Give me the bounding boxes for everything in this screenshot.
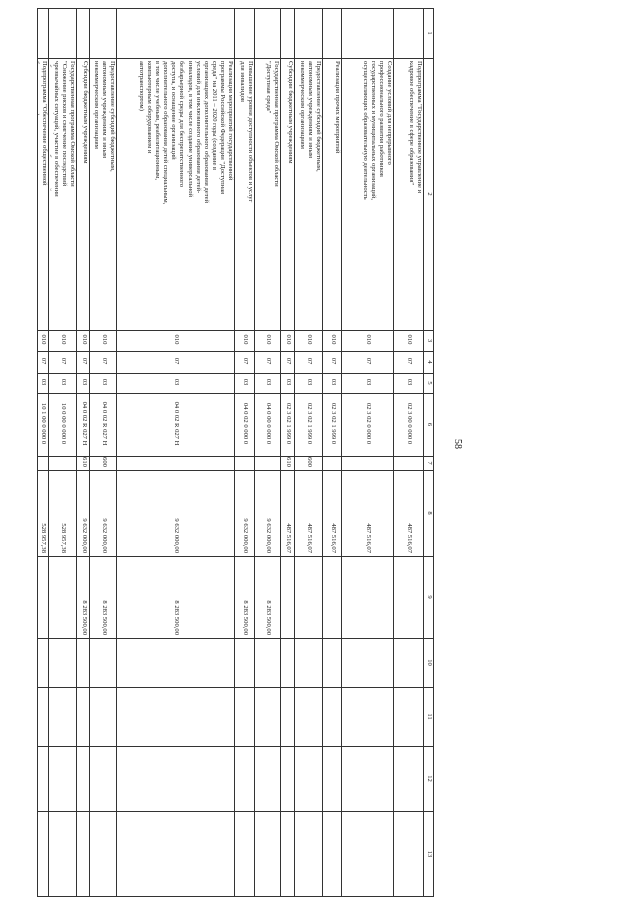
table-col-line <box>37 746 434 747</box>
amount-col8-cell-text: 9 632 000,00 <box>100 518 108 553</box>
budget-code-cell-text: 010 <box>173 334 181 345</box>
subsection-code-cell-text: 03 <box>100 378 108 386</box>
amount-col9-cell <box>394 557 424 635</box>
amount-col9-cell <box>117 557 235 635</box>
row-description-line: Подпрограмма "Государственное управление и <box>416 61 423 194</box>
budget-code-cell <box>324 331 342 348</box>
row-description <box>282 61 294 328</box>
column-number-header: 12 <box>426 775 433 782</box>
expense-type-cell <box>394 457 424 467</box>
amount-col8-cell <box>255 471 281 553</box>
section-code-cell <box>77 352 90 370</box>
amount-col8-cell-text: 487 516,07 <box>285 523 293 553</box>
row-description-line: кадровое обеспечение в сфере образования" <box>407 61 415 186</box>
amount-col9-cell <box>90 557 117 635</box>
column-number-header: 11 <box>426 713 433 720</box>
section-code-cell-text: 07 <box>60 357 68 365</box>
expense-type-cell-text: 610 <box>80 457 88 467</box>
row-description-line: Реализация мероприятий государственной <box>227 61 235 181</box>
row-description-line: Подпрограмма "Обеспечение общественной <box>41 61 49 186</box>
row-description-line: доступа, и оснащение организаций <box>170 61 178 160</box>
section-code-cell <box>117 352 235 370</box>
amount-col9-cell-text: 8 283 500,00 <box>242 600 250 635</box>
row-description-line: "Доступная среда" <box>265 61 273 114</box>
section-code-cell <box>90 352 117 370</box>
table-col-line <box>37 811 434 812</box>
row-description-line <box>38 61 40 328</box>
target-article-cell-text: 02 3 02 0 000 0 <box>364 402 372 445</box>
row-description-line: профессионального развития работников <box>377 61 385 177</box>
expense-type-cell-text: 610 <box>285 457 293 467</box>
amount-col9-cell <box>49 557 77 635</box>
section-code-cell <box>37 352 49 370</box>
target-article-cell-text: 04 0 02 R 027 Н <box>173 401 181 446</box>
row-description <box>50 61 76 328</box>
expense-type-cell <box>324 457 342 467</box>
row-description-line: некоммерческим организациям <box>299 61 307 149</box>
expense-type-cell <box>295 457 323 467</box>
subsection-code-cell <box>77 374 90 390</box>
expense-type-cell <box>77 457 90 467</box>
table-col-line <box>37 687 434 688</box>
budget-code-cell-text: 010 <box>364 334 372 345</box>
target-article-cell <box>235 394 255 453</box>
budget-code-cell-text: 010 <box>285 334 293 345</box>
budget-code-cell-text: 010 <box>60 334 68 345</box>
row-description-line: Создание условий для непрерывного <box>385 61 393 165</box>
section-code-cell <box>49 352 77 370</box>
column-number-header: 6 <box>426 422 433 427</box>
expense-type-cell <box>342 457 394 467</box>
amount-col8-cell-text: 9 632 000,00 <box>173 518 181 553</box>
row-description <box>296 61 322 328</box>
amount-col9-cell-text: 8 283 500,00 <box>100 600 108 635</box>
target-article-cell <box>117 394 235 453</box>
row-description-line: Государственная программа Омской области <box>273 61 281 187</box>
budget-code-cell <box>281 331 295 348</box>
amount-col9-cell <box>77 557 90 635</box>
amount-col9-cell-text: 8 283 500,00 <box>173 600 181 635</box>
amount-col9-cell-text: 8 283 500,00 <box>265 600 273 635</box>
row-description-line: автономным учреждениям и иным <box>101 61 109 159</box>
row-description-line: автономным учреждениям и иным <box>307 61 315 159</box>
column-number-header: 10 <box>426 659 433 666</box>
row-description-line: для инвалидов <box>239 61 247 102</box>
target-article-cell-text: 02 3 02 1 999 0 <box>306 402 314 445</box>
row-description <box>118 61 234 328</box>
section-code-cell-text: 07 <box>285 357 293 365</box>
section-code-cell <box>342 352 394 370</box>
amount-col8-cell <box>342 471 394 553</box>
amount-col8-cell-text: 487 516,07 <box>329 523 337 553</box>
target-article-cell-text: 04 0 02 0 000 0 <box>242 402 250 445</box>
section-code-cell-text: 07 <box>242 357 250 365</box>
budget-code-cell-text: 010 <box>329 334 337 345</box>
row-description <box>256 61 280 328</box>
amount-col8-cell-text: 487 516,07 <box>364 523 372 553</box>
row-description <box>78 61 89 328</box>
section-code-cell-text: 07 <box>306 357 314 365</box>
subsection-code-cell-text: 03 <box>173 378 181 386</box>
budget-code-cell-text: 010 <box>242 334 250 345</box>
subsection-code-cell <box>255 374 281 390</box>
budget-code-cell <box>37 331 49 348</box>
amount-col8-cell <box>37 471 49 553</box>
expense-type-cell <box>117 457 235 467</box>
row-description-line: Реализация прочих мероприятий <box>333 61 341 154</box>
amount-col8-cell-text: 9 632 000,00 <box>80 518 88 553</box>
expense-type-cell <box>90 457 117 467</box>
column-number-header: 2 <box>426 192 433 196</box>
row-description-line: инвалидов, в том числе создание универсальной <box>186 61 194 198</box>
budget-code-cell-text: 010 <box>265 334 273 345</box>
subsection-code-cell <box>295 374 323 390</box>
section-code-cell <box>255 352 281 370</box>
subsection-code-cell <box>281 374 295 390</box>
subsection-code-cell-text: 03 <box>40 378 48 386</box>
row-description-line: автотранспортом) <box>138 61 145 111</box>
row-description-line: Субсидии бюджетным учреждениям <box>287 61 295 164</box>
expense-type-cell-text: 600 <box>306 457 314 467</box>
row-description-line: безбарьерной среды для беспрепятственного <box>178 61 186 188</box>
row-description <box>236 61 254 328</box>
column-number-header: 9 <box>426 595 433 599</box>
target-article-cell-text: 02 3 00 0 000 0 <box>405 402 413 445</box>
section-code-cell-text: 07 <box>100 357 108 365</box>
budget-code-cell-text: 010 <box>306 334 314 345</box>
target-article-cell-text: 04 0 02 R 027 Н <box>80 401 88 446</box>
amount-col8-cell <box>90 471 117 553</box>
section-code-cell <box>324 352 342 370</box>
amount-col9-cell <box>295 557 323 635</box>
target-article-cell-text: 02 3 02 1 999 0 <box>329 402 337 445</box>
section-code-cell-text: 07 <box>364 357 372 365</box>
target-article-cell-text: 02 3 02 1 999 0 <box>285 402 293 445</box>
target-article-cell-text: 10 1 00 0 000 0 <box>40 402 48 445</box>
column-number-header: 1 <box>426 31 433 35</box>
subsection-code-cell-text: 03 <box>364 378 372 386</box>
subsection-code-cell <box>117 374 235 390</box>
subsection-code-cell <box>37 374 49 390</box>
section-code-cell-text: 07 <box>80 357 88 365</box>
amount-col9-cell <box>37 557 49 635</box>
target-article-cell <box>281 394 295 453</box>
target-article-cell <box>49 394 77 453</box>
amount-col8-cell <box>394 471 424 553</box>
expense-type-cell <box>235 457 255 467</box>
subsection-code-cell-text: 03 <box>405 378 413 386</box>
section-code-cell <box>394 352 424 370</box>
amount-col9-cell <box>235 557 255 635</box>
column-number-header: 8 <box>426 511 433 515</box>
amount-col8-cell-text: 487 516,07 <box>405 523 413 553</box>
amount-col9-cell-text: 8 283 500,00 <box>80 600 88 635</box>
column-number-header: 5 <box>426 381 433 385</box>
target-article-cell <box>255 394 281 453</box>
row-description-line: организациях дополнительного образования детей <box>202 61 210 204</box>
subsection-code-cell <box>324 374 342 390</box>
row-description-line: осуществляющих образовательную деятельность <box>361 61 369 200</box>
subsection-code-cell-text: 03 <box>80 378 88 386</box>
expense-type-cell <box>37 457 49 467</box>
budget-code-cell-text: 010 <box>100 334 108 345</box>
target-article-cell <box>342 394 394 453</box>
budget-code-cell <box>117 331 235 348</box>
amount-col9-cell <box>255 557 281 635</box>
subsection-code-cell <box>394 374 424 390</box>
budget-code-cell <box>342 331 394 348</box>
column-number-header: 4 <box>426 360 433 364</box>
row-description <box>325 61 341 328</box>
budget-table <box>37 8 434 897</box>
section-code-cell-text: 07 <box>173 357 181 365</box>
amount-col8-cell-text: 528 957,38 <box>40 523 48 553</box>
target-article-cell-text: 04 0 02 R 027 Н <box>100 401 108 446</box>
target-article-cell <box>77 394 90 453</box>
row-description-line: "Снижение рисков и смягчение последствий <box>61 61 69 187</box>
table-col-line <box>37 638 434 639</box>
column-number-header: 3 <box>426 338 433 343</box>
budget-code-cell-text: 010 <box>405 334 413 345</box>
row-description-line: дополнительного образования детей специальным, <box>162 61 170 205</box>
subsection-code-cell <box>90 374 117 390</box>
amount-col8-cell <box>117 471 235 553</box>
subsection-code-cell-text: 03 <box>285 378 293 386</box>
target-article-cell <box>295 394 323 453</box>
row-description-line: Государственная программа Омской области <box>69 61 77 187</box>
expense-type-cell <box>255 457 281 467</box>
row-description-line: Предоставление субсидий бюджетным, <box>109 61 117 172</box>
row-description-line: Повышение уровня доступности объектов и услуг <box>247 61 255 203</box>
row-description <box>395 61 423 328</box>
section-code-cell-text: 07 <box>405 357 413 365</box>
budget-code-cell-text: 010 <box>40 334 48 345</box>
amount-col8-cell-text: 9 632 000,00 <box>265 518 273 553</box>
column-number-header: 7 <box>426 461 433 465</box>
subsection-code-cell-text: 03 <box>242 378 250 386</box>
amount-col8-cell <box>295 471 323 553</box>
section-code-cell-text: 07 <box>40 357 48 365</box>
subsection-code-cell-text: 03 <box>329 378 337 386</box>
row-description-line: программы Российской Федерации "Доступная <box>218 61 226 195</box>
row-description-line: Субсидии бюджетным учреждениям <box>82 61 90 164</box>
budget-code-cell <box>90 331 117 348</box>
target-article-cell <box>90 394 117 453</box>
expense-type-cell <box>49 457 77 467</box>
subsection-code-cell-text: 03 <box>60 378 68 386</box>
budget-code-cell <box>255 331 281 348</box>
row-description-line: Предоставление субсидий бюджетным, <box>315 61 323 172</box>
section-code-cell-text: 07 <box>329 357 337 365</box>
budget-code-cell-text: 010 <box>80 334 88 345</box>
row-description-line: чрезвычайных ситуаций, участие в обеспечении <box>53 61 61 197</box>
section-code-cell <box>295 352 323 370</box>
column-number-header: 13 <box>426 850 433 858</box>
row-description-line: государственных и муниципальных организаций, <box>369 61 377 201</box>
amount-col9-cell <box>324 557 342 635</box>
amount-col8-cell <box>77 471 90 553</box>
section-code-cell <box>235 352 255 370</box>
row-description-line: некоммерческим организациям <box>93 61 101 149</box>
row-description-line: условий для инклюзивного образования детей- <box>194 61 202 194</box>
target-article-cell-text: 04 0 00 0 000 0 <box>265 402 273 445</box>
amount-col8-cell-text: 528 957,38 <box>60 523 68 553</box>
amount-col8-cell <box>281 471 295 553</box>
amount-col8-cell <box>49 471 77 553</box>
subsection-code-cell-text: 03 <box>265 378 273 386</box>
table-col-line <box>37 58 434 59</box>
budget-code-cell <box>235 331 255 348</box>
target-article-cell <box>37 394 49 453</box>
row-description <box>91 61 116 328</box>
row-description <box>343 61 393 328</box>
amount-col8-cell <box>324 471 342 553</box>
amount-col8-cell-text: 9 632 000,00 <box>242 518 250 553</box>
budget-code-cell <box>77 331 90 348</box>
subsection-code-cell <box>235 374 255 390</box>
row-description-line: компьютерным оборудованием и <box>146 61 154 154</box>
row-description-line: среда" на 2011 – 2020 годы (создание в <box>210 61 218 171</box>
amount-col8-cell-text: 487 516,07 <box>306 523 314 553</box>
subsection-code-cell <box>49 374 77 390</box>
target-article-cell-text: 10 0 00 0 000 0 <box>60 402 68 445</box>
row-description-line: в том числе учебным, реабилитационным, <box>154 61 162 180</box>
amount-col9-cell <box>281 557 295 635</box>
target-article-cell <box>394 394 424 453</box>
amount-col8-cell <box>235 471 255 553</box>
page-number: 58 <box>452 439 463 449</box>
budget-code-cell <box>49 331 77 348</box>
budget-code-cell <box>394 331 424 348</box>
section-code-cell <box>281 352 295 370</box>
table-col-line <box>37 896 434 897</box>
section-code-cell-text: 07 <box>265 357 273 365</box>
budget-code-cell <box>295 331 323 348</box>
amount-col9-cell <box>342 557 394 635</box>
subsection-code-cell-text: 03 <box>306 378 314 386</box>
row-description <box>38 61 48 328</box>
target-article-cell <box>324 394 342 453</box>
subsection-code-cell <box>342 374 394 390</box>
expense-type-cell <box>281 457 295 467</box>
expense-type-cell-text: 600 <box>100 457 108 467</box>
table-col-line <box>37 8 434 9</box>
